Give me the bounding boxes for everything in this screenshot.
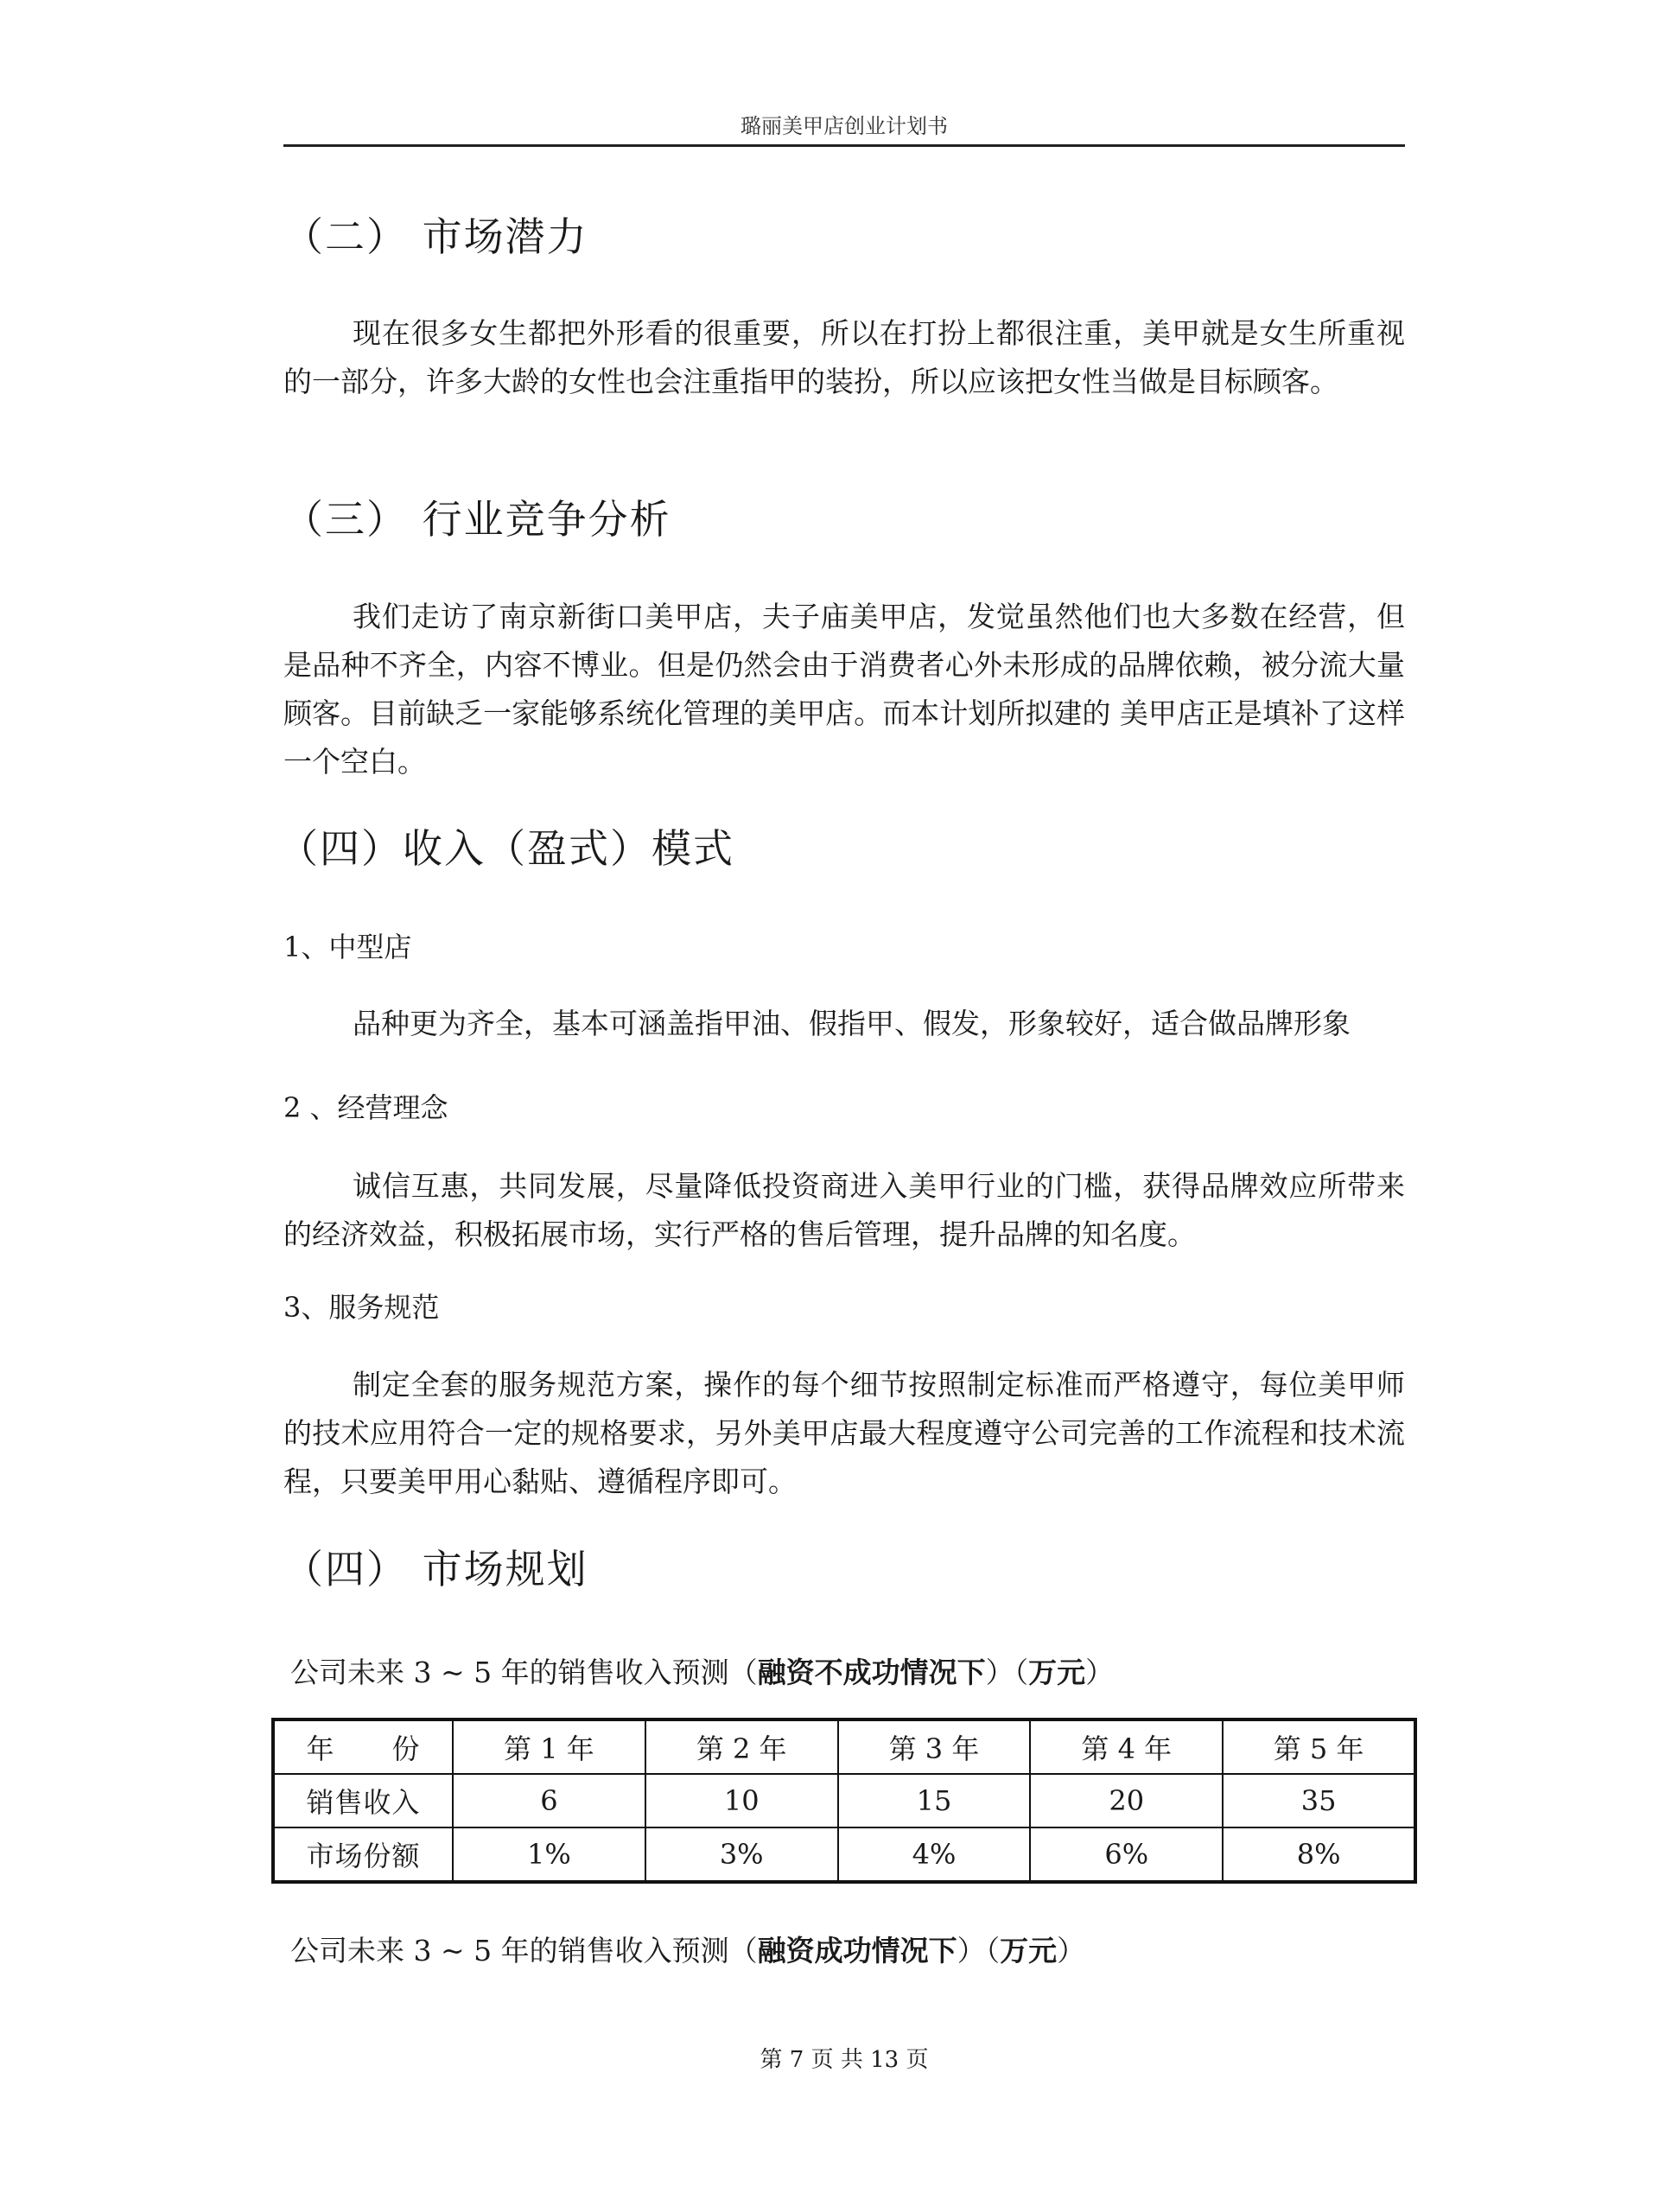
caption-mid: ）（ xyxy=(957,1934,1001,1967)
table-cell: 6 xyxy=(453,1774,645,1827)
table-cell: 销售收入 xyxy=(273,1774,453,1827)
caption-unit: 万元 xyxy=(1028,1656,1086,1689)
table-header-cell: 第 2 年 xyxy=(645,1719,838,1774)
caption-suffix: ） xyxy=(1057,1934,1086,1967)
item-label-2: 2 、经营理念 xyxy=(283,1091,448,1124)
item-label-3: 3、服务规范 xyxy=(283,1291,440,1324)
table-row xyxy=(273,1827,1415,1882)
table-cell: 3% xyxy=(645,1827,838,1882)
caption-suffix: ） xyxy=(1085,1656,1115,1689)
table-row xyxy=(273,1774,1415,1827)
heading-market-planning: （四） 市场规划 xyxy=(283,1546,588,1592)
table-cell: 1% xyxy=(453,1827,645,1882)
table-cell: 市场份额 xyxy=(273,1827,453,1882)
table-cell: 35 xyxy=(1223,1774,1415,1827)
caption-prefix: 公司未来 3 ~ 5 年的销售收入预测（ xyxy=(290,1656,758,1689)
caption-condition: 融资成功情况下 xyxy=(757,1934,957,1967)
caption-unit: 万元 xyxy=(1000,1934,1058,1967)
table-cell: 8% xyxy=(1223,1827,1415,1882)
page-number: 第 7 页 共 13 页 xyxy=(760,2047,929,2073)
table-cell: 10 xyxy=(645,1774,838,1827)
heading-revenue-model: （四）收入（盈式）模式 xyxy=(278,825,734,872)
table-header-cell: 第 1 年 xyxy=(453,1719,645,1774)
para-item-1: 品种更为齐全，基本可涵盖指甲油、假指甲、假发，形象较好，适合做品牌形象 xyxy=(353,1007,1351,1040)
para-competition: 我们走访了南京新街口美甲店，夫子庙美甲店，发觉虽然他们也大多数在经营，但是品种不齐全，内容不博业。但是仍然会由于消费者心外未形成的品牌依赖，被分流大量顾客。目前缺乏一家能够系统化管理的美甲店。而本计划所拟建的 美甲店正是填补了这样一个空白。 xyxy=(283,600,1405,779)
item-label-1: 1、中型店 xyxy=(283,931,412,963)
running-header: 璐丽美甲店创业计划书 xyxy=(741,114,948,138)
caption-prefix: 公司未来 3 ~ 5 年的销售收入预测（ xyxy=(290,1934,758,1967)
sales-forecast-table xyxy=(271,1718,1417,1884)
header-rule xyxy=(283,144,1405,147)
table-header-cell: 年 份 xyxy=(273,1719,453,1774)
table-cell: 4% xyxy=(838,1827,1031,1882)
heading-market-potential: （二） 市场潜力 xyxy=(283,213,588,260)
para-market-potential: 现在很多女生都把外形看的很重要，所以在打扮上都很注重，美甲就是女生所重视的一部分，许多大龄的女性也会注重指甲的装扮，所以应该把女性当做是目标顾客。 xyxy=(283,316,1405,398)
table-header-cell: 第 4 年 xyxy=(1030,1719,1223,1774)
table-cell: 20 xyxy=(1030,1774,1223,1827)
table-header-row xyxy=(273,1719,1415,1774)
table-caption-with-financing xyxy=(290,1929,1085,1969)
heading-competition: （三） 行业竞争分析 xyxy=(283,496,671,543)
table-caption-no-financing xyxy=(290,1650,1114,1691)
table-header-cell: 第 5 年 xyxy=(1223,1719,1415,1774)
table-cell: 6% xyxy=(1030,1827,1223,1882)
table-cell: 15 xyxy=(838,1774,1031,1827)
para-item-3: 制定全套的服务规范方案，操作的每个细节按照制定标准而严格遵守，每位美甲师的技术应用符合一定的规格要求，另外美甲店最大程度遵守公司完善的工作流程和技术流程，只要美甲用心黏贴、遵循程序即可。 xyxy=(283,1368,1405,1498)
para-item-2: 诚信互惠，共同发展，尽量降低投资商进入美甲行业的门槛，获得品牌效应所带来的经济效益，积极拓展市场，实行严格的售后管理，提升品牌的知名度。 xyxy=(283,1169,1405,1251)
caption-mid: ）（ xyxy=(985,1656,1029,1689)
table-header-cell: 第 3 年 xyxy=(838,1719,1031,1774)
caption-condition: 融资不成功情况下 xyxy=(757,1656,986,1689)
